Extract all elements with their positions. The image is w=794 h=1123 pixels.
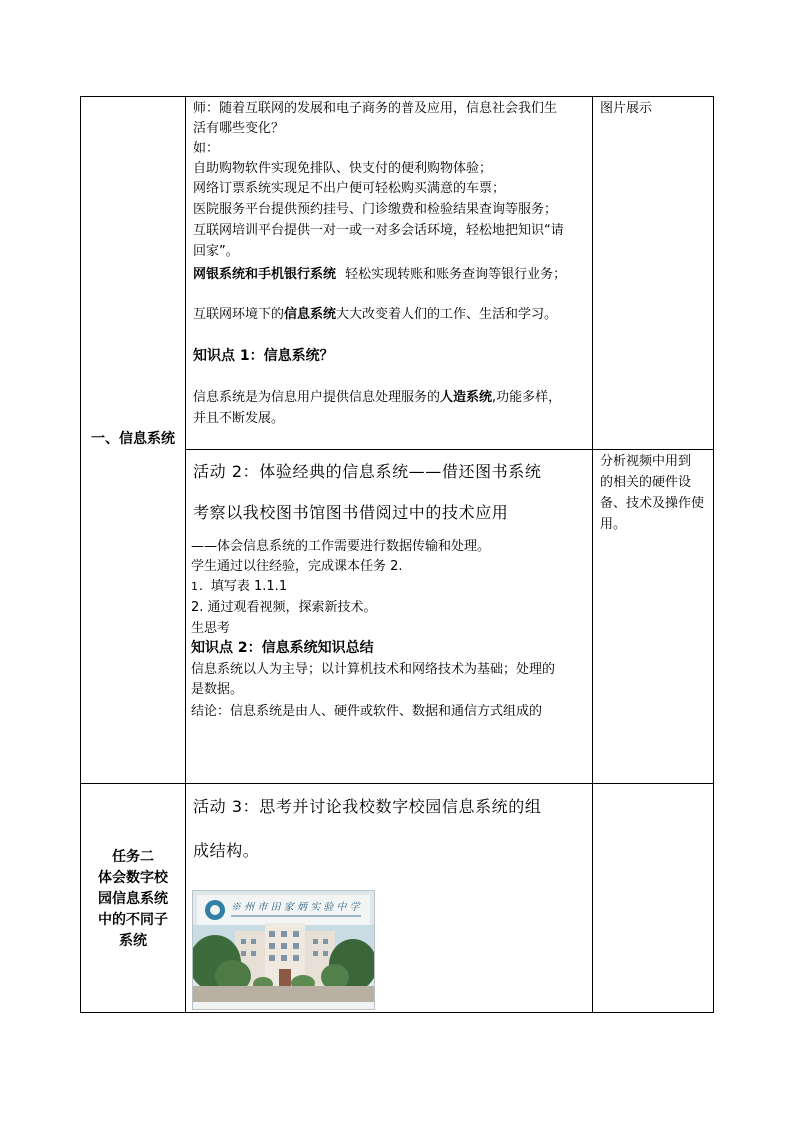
note-video-analysis-line-3: 备、技术及操作使 <box>600 496 705 511</box>
activity-2-item-1 <box>191 578 287 595</box>
section-label-information-system: 一、信息系统 <box>91 431 175 447</box>
example-banking <box>193 266 566 283</box>
table-border-bottom <box>80 1012 714 1013</box>
knowledge-point-1-title: 知识点 1：信息系统？ <box>193 348 334 364</box>
environment-post: 大大改变着人们的工作、生活和学习。 <box>336 307 558 322</box>
row-divider-1 <box>80 783 714 784</box>
note-image-display: 图片展示 <box>600 101 653 116</box>
table-border-right <box>713 96 714 1013</box>
column-divider-1 <box>185 96 186 1013</box>
task-2-label-line-3: 园信息系统 <box>98 891 168 907</box>
item-1-number: 1. <box>191 580 211 593</box>
activity-2-title-line-1: 活动 2：体验经典的信息系统——借还图书系统 <box>193 462 542 481</box>
environment-bold-term: 信息系统 <box>284 307 337 322</box>
task-2-label-line-2: 体会数字校 <box>98 870 168 886</box>
example-ticketing: 网络订票系统实现足不出户便可轻松购买满意的车票； <box>193 181 506 196</box>
banking-bold-term: 网银系统和手机银行系统 <box>193 267 337 282</box>
activity-2-task-intro: 学生通过以往经验，完成课本任务 2. <box>191 559 403 574</box>
teacher-line-2: 活有哪些变化？ <box>193 121 285 136</box>
definition-line-1 <box>193 389 561 406</box>
activity-3-title-line-1: 活动 3：思考并讨论我校数字校园信息系统的组 <box>193 797 542 816</box>
item-1-text: 填写表 1.1.1 <box>210 579 288 594</box>
table-border-top <box>80 96 714 97</box>
definition-post: ,功能多样， <box>492 390 562 405</box>
definition-bold-term: 人造系统 <box>440 390 493 405</box>
table-border-left <box>80 96 81 1013</box>
activity-2-subtitle: ——体会信息系统的工作需要进行数据传输和处理。 <box>191 539 491 554</box>
banking-rest: 轻松实现转账和账务查询等银行业务； <box>345 267 567 282</box>
activity-2-item-2: 2. 通过观看视频，探索新技术。 <box>191 600 377 615</box>
example-training-line-1: 互联网培训平台提供一对一或一对多会话环境，轻松地把知识“请 <box>193 223 564 238</box>
activity-3-title-line-2: 成结构。 <box>193 841 260 860</box>
definition-line-2: 并且不断发展。 <box>193 411 285 426</box>
student-thinking: 生思考 <box>191 621 231 636</box>
school-building-photo <box>192 890 375 1010</box>
task-2-label-line-1: 任务二 <box>112 849 154 865</box>
svg-text:※ 州 市 田 家 炳 实 验 中 学: ※ 州 市 田 家 炳 实 验 中 学 <box>231 902 360 913</box>
summary-line-2: 是数据。 <box>191 682 244 697</box>
knowledge-point-2-title: 知识点 2：信息系统知识总结 <box>191 640 374 656</box>
teacher-line-1: 师：随着互联网的发展和电子商务的普及应用，信息社会我们生 <box>193 101 558 116</box>
example-hospital: 医院服务平台提供预约挂号、门诊缴费和检验结果查询等服务； <box>193 202 558 217</box>
row-divider-inner <box>185 449 714 450</box>
conclusion: 结论：信息系统是由人、硬件或软件、数据和通信方式组成的 <box>191 704 543 719</box>
column-divider-2 <box>592 96 593 1013</box>
task-2-label-line-5: 系统 <box>119 933 147 949</box>
note-video-analysis-line-1: 分析视频中用到 <box>600 454 692 469</box>
example-shopping: 自助购物软件实现免排队、快支付的便利购物体验； <box>193 161 493 176</box>
task-2-label-line-4: 中的不同子 <box>98 912 168 928</box>
environment-pre: 互联网环境下的 <box>193 307 285 322</box>
note-video-analysis-line-4: 用。 <box>600 517 627 532</box>
definition-pre: 信息系统是为信息用户提供信息处理服务的 <box>193 390 441 405</box>
activity-2-title-line-2: 考察以我校图书馆图书借阅过中的技术应用 <box>193 503 509 522</box>
summary-line-1: 信息系统以人为主导；以计算机技术和网络技术为基础；处理的 <box>191 662 556 677</box>
environment-statement <box>193 306 557 323</box>
note-video-analysis-line-2: 的相关的硬件设 <box>600 475 692 490</box>
example-training-line-2: 回家”。 <box>193 244 239 259</box>
example-label: 如： <box>193 141 220 156</box>
